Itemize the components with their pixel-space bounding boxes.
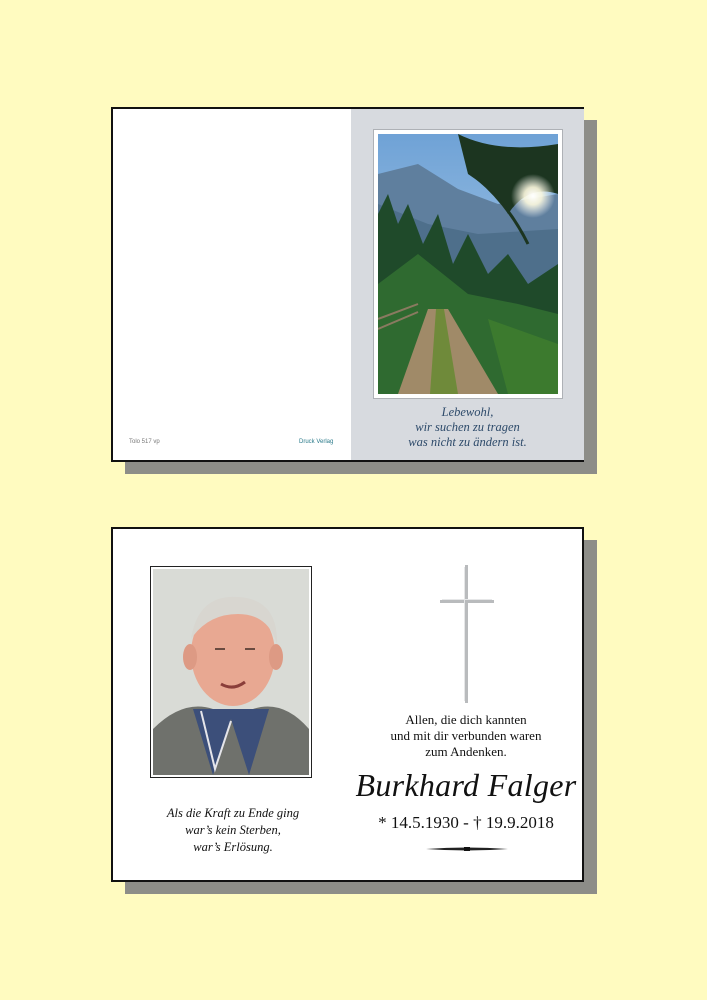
- cross-icon: [440, 565, 494, 703]
- farewell-quote-line-3: was nicht zu ändern ist.: [408, 435, 527, 449]
- left-quote-line-3: war’s Erlösung.: [193, 840, 273, 854]
- left-quote-line-1: Als die Kraft zu Ende ging: [166, 806, 300, 820]
- deceased-name: Burkhard Falger: [355, 767, 577, 803]
- card-outer-side: [111, 107, 584, 462]
- life-dates: * 14.5.1930 - † 19.9.2018: [378, 813, 554, 832]
- tribute-line-3: zum Andenken.: [425, 744, 507, 759]
- farewell-quote-line-1: Lebewohl,: [441, 405, 494, 419]
- portrait-photo: [153, 569, 309, 775]
- tribute-line-2: und mit dir verbunden waren: [390, 728, 542, 743]
- front-panel: [351, 109, 584, 460]
- ornament-divider: [426, 845, 508, 853]
- left-quote: [143, 805, 323, 856]
- tribute-line-1: Allen, die dich kannten: [405, 712, 527, 727]
- farewell-quote-line-2: wir suchen zu tragen: [415, 420, 520, 434]
- tribute-text: [351, 712, 581, 760]
- printer-logo: Druck Verlag: [299, 439, 334, 445]
- left-quote-line-2: war’s kein Sterben,: [185, 823, 281, 837]
- landscape-photo: [378, 134, 558, 394]
- landscape-photo-frame: [373, 129, 563, 399]
- product-code: Tolo 517 vp: [129, 439, 160, 445]
- card-inside: [111, 527, 584, 882]
- portrait-frame: [150, 566, 312, 778]
